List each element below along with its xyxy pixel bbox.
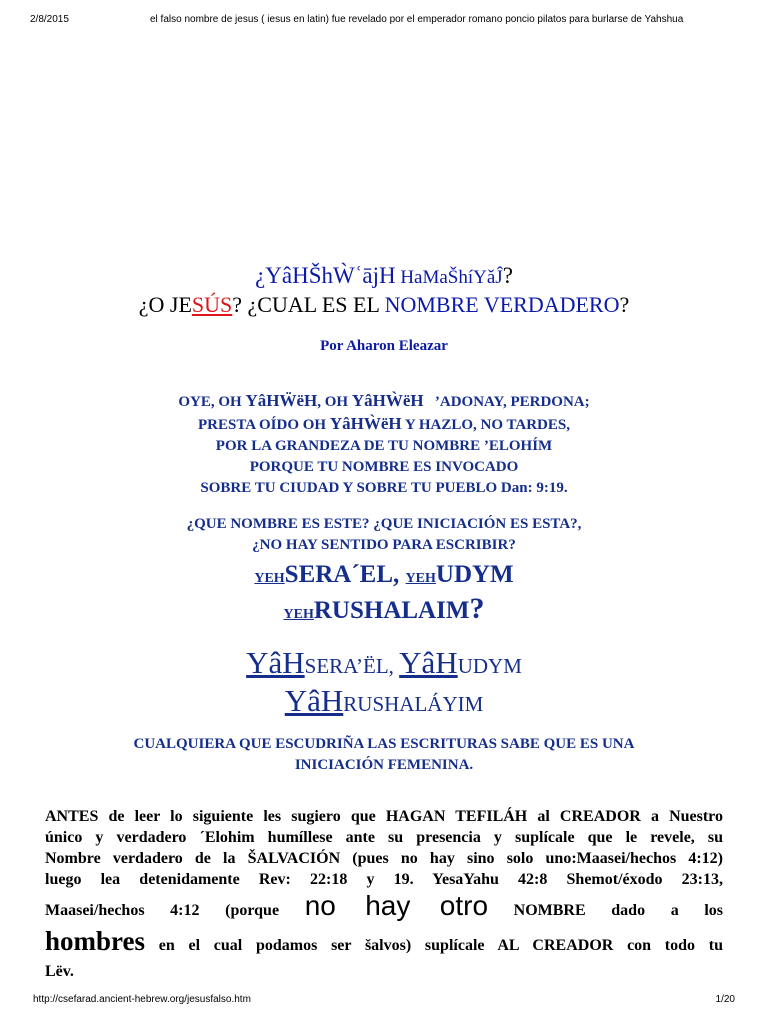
author-byline: Por Aharon Eleazar [320, 338, 448, 354]
heading-line-2 [0, 291, 768, 319]
verse-line-5: SOBRE TU CIUDAD Y SOBRE TU PUEBLO Dan: 9:19. [200, 480, 568, 496]
yah-line-2 [0, 682, 768, 723]
heading-close-mark: ? [502, 263, 513, 288]
heading-name: YâHŠhẀʿājH [265, 263, 396, 288]
verse-line-1-a: OYE, OH [178, 394, 246, 410]
verse-line-4: PORQUE TU NOMBRE ES INVOCADO [249, 459, 519, 475]
body-emphasis-no-hay-otro: no hay otro [304, 890, 489, 921]
heading-open-mark: ¿ [255, 263, 266, 288]
body-emphasis-hombres: hombres [45, 926, 146, 956]
yah-word-1: SERA’ËL, [304, 654, 400, 678]
heading2-part-a: ¿O JE [138, 292, 192, 317]
body-line-1: ANTES de leer lo siguiente les sugiero que HAGAN TEFILÁH al CREADOR a Nuestro [45, 808, 723, 825]
body-line-6 [45, 926, 723, 961]
verse-line-1-c: ’ADONAY, PERDONA; [423, 394, 590, 410]
yeh-prefix-1: YEH [254, 571, 285, 586]
body-line-5-a: Maasei/hechos 4:12 (porque [45, 902, 305, 919]
heading2-part-c: ? [619, 292, 630, 317]
body-line-5-b: NOMBRE dado a los [488, 902, 723, 919]
iniciacion-line-1: CUALQUIERA QUE ESCUDRIÑA LAS ESCRITURAS SABE QUE ES UNA [133, 736, 635, 752]
verse-name-2: YâHẀëH [351, 391, 424, 410]
verse-line-2-b: Y HAZLO, NO TARDES, [401, 417, 570, 433]
verse-line-3: POR LA GRANDEZA DE TU NOMBRE ’ELOHÍM [215, 438, 553, 454]
iniciacion-block [0, 734, 768, 776]
verse-name-1: YâHẄëH [245, 391, 318, 410]
print-page-number: 1/20 [715, 994, 735, 1005]
verse-line-1 [0, 390, 768, 413]
print-header [0, 14, 768, 34]
body-line-4: luego lea detenidamente Rev: 22:18 y 19. YesaYahu 42:8 Shemot/éxodo 23:13, [45, 871, 723, 888]
verse-line-2 [0, 413, 768, 436]
heading2-part-b: ? ¿CUAL ES EL [232, 292, 385, 317]
heading-line-1 [0, 262, 768, 292]
print-url: http://csefarad.ancient-hebrew.org/jesusfalso.htm [33, 994, 251, 1005]
heading-title: HaMaŠhíYǎĴ [395, 267, 503, 288]
body-line-2: único y verdadero ´Elohim humíllese ante su presencia y suplícale que le revele, su [45, 829, 723, 846]
yeh-line-2 [0, 593, 768, 631]
verse-line-1-b: , OH [317, 394, 352, 410]
heading2-nombre-verdadero: NOMBRE VERDADERO [384, 292, 620, 317]
heading2-sus: SÚS [191, 292, 233, 317]
yeh-word-3: RUSHALAIM [313, 597, 470, 624]
question-block [0, 514, 768, 556]
print-page-title: el falso nombre de jesus ( iesus en latin) fue revelado por el emperador romano poncio pilatos para burlarse de Yahshua [150, 14, 684, 25]
yah-word-2: UDYM [457, 654, 522, 678]
yeh-line-1 [0, 560, 768, 594]
yeh-prefix-2: YEH [405, 571, 436, 586]
verse-line-2-a: PRESTA OÍDO OH [198, 417, 330, 433]
print-date: 2/8/2015 [30, 14, 69, 25]
yeh-word-1: SERA´EL, [284, 561, 406, 588]
yah-name-1: YâH [246, 645, 305, 680]
question-line-2: ¿NO HAY SENTIDO PARA ESCRIBIR? [252, 537, 516, 553]
question-line-1: ¿QUE NOMBRE ES ESTE? ¿QUE INICIACIÓN ES ESTA?, [186, 516, 582, 532]
body-line-7: Lëv. [45, 963, 74, 980]
verse-block [0, 390, 768, 499]
yah-line-1 [0, 644, 768, 685]
yah-name-2: YâH [399, 645, 458, 680]
body-line-5 [45, 890, 723, 926]
yah-word-3: RUSHALÁYIM [343, 692, 484, 716]
body-paragraph [45, 806, 723, 982]
body-line-6-a: en el cual podamos ser šalvos) suplícale AL CREADOR con todo tu [145, 937, 723, 954]
yeh-word-2: UDYM [435, 561, 514, 588]
iniciacion-line-2: INICIACIÓN FEMENINA. [294, 757, 474, 773]
yah-name-3: YâH [284, 683, 344, 718]
verse-name-3: YâHẀëH [329, 414, 402, 433]
body-line-3: Nombre verdadero de la ŠALVACIÓN (pues no hay sino solo uno:Maasei/hechos 4:12) [45, 850, 723, 867]
yeh-prefix-3: YEH [283, 607, 314, 622]
yeh-question-mark: ? [469, 592, 485, 625]
